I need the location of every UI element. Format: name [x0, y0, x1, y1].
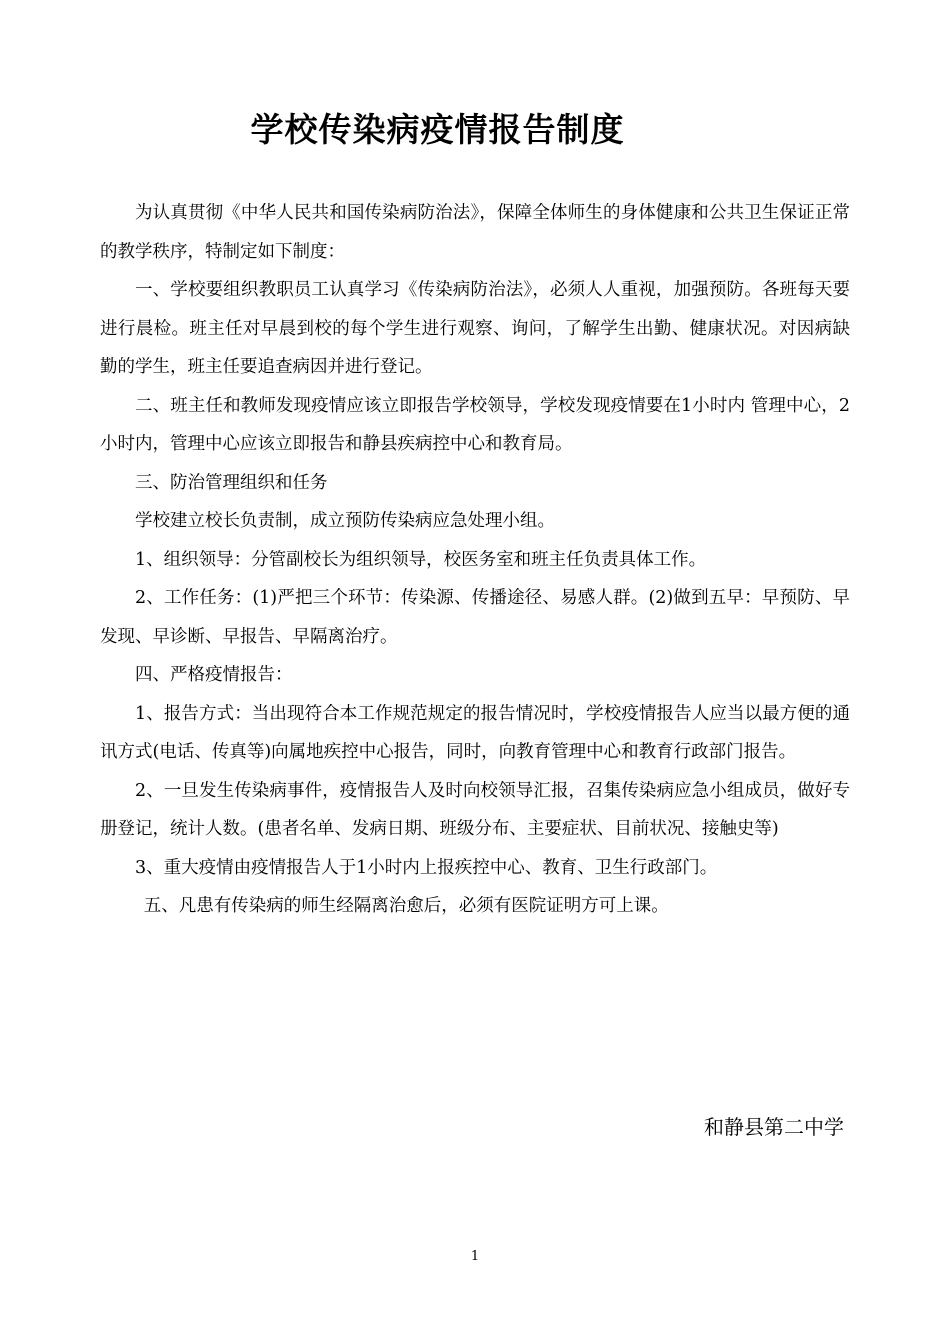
intro-paragraph: 为认真贯彻《中华人民共和国传染病防治法》，保障全体师生的身体健康和公共卫生保证正常的教学秩序，特制定如下制度：	[100, 203, 850, 262]
document-body	[100, 194, 850, 926]
section-2-paragraph: 二、班主任和教师发现疫情应该立即报告学校领导，学校发现疫情要在1小时内 管理中心，2小时内，管理中心应该立即报告和静县疾病控中心和教育局。	[100, 395, 850, 454]
section-4-item-1: 1、报告方式：当出现符合本工作规范规定的报告情况时，学校疫情报告人应当以最方便的通讯方式(电话、传真等)向属地疾控中心报告，同时，向教育管理中心和教育行政部门报告。	[100, 703, 850, 762]
section-3-intro: 学校建立校长负责制，成立预防传染病应急处理小组。	[135, 511, 555, 531]
document-title: 学校传染病疫情报告制度	[250, 110, 625, 149]
section-1-paragraph: 一、学校要组织教职员工认真学习《传染病防治法》，必须人人重视，加强预防。各班每天要进行晨检。班主任对早晨到校的每个学生进行观察、询问，了解学生出勤、健康状况。对因病缺勤的学生，班主任要追查病因并进行登记。	[100, 280, 850, 377]
section-5-paragraph: 五、凡患有传染病的师生经隔离治愈后，必须有医院证明方可上课。	[143, 896, 669, 916]
section-3-item-2: 2、工作任务：(1)严把三个环节：传染源、传播途径、易感人群。(2)做到五早：早预防、早发现、早诊断、早报告、早隔离治疗。	[100, 588, 850, 647]
section-3-heading: 三、防治管理组织和任务	[135, 472, 328, 493]
signature: 和静县第二中学	[704, 1115, 844, 1139]
section-3-item-1: 1、组织领导：分管副校长为组织领导，校医务室和班主任负责具体工作。	[135, 549, 707, 570]
section-4-item-3: 3、重大疫情由疫情报告人于1小时内上报疾控中心、教育、卫生行政部门。	[135, 857, 718, 878]
page-number: 1	[470, 1249, 480, 1264]
section-4-heading: 四、严格疫情报告：	[135, 665, 293, 685]
section-4-item-2: 2、一旦发生传染病事件，疫情报告人及时向校领导汇报，召集传染病应急小组成员，做好专册登记，统计人数。(患者名单、发病日期、班级分布、主要症状、目前状况、接触史等)	[100, 780, 850, 839]
